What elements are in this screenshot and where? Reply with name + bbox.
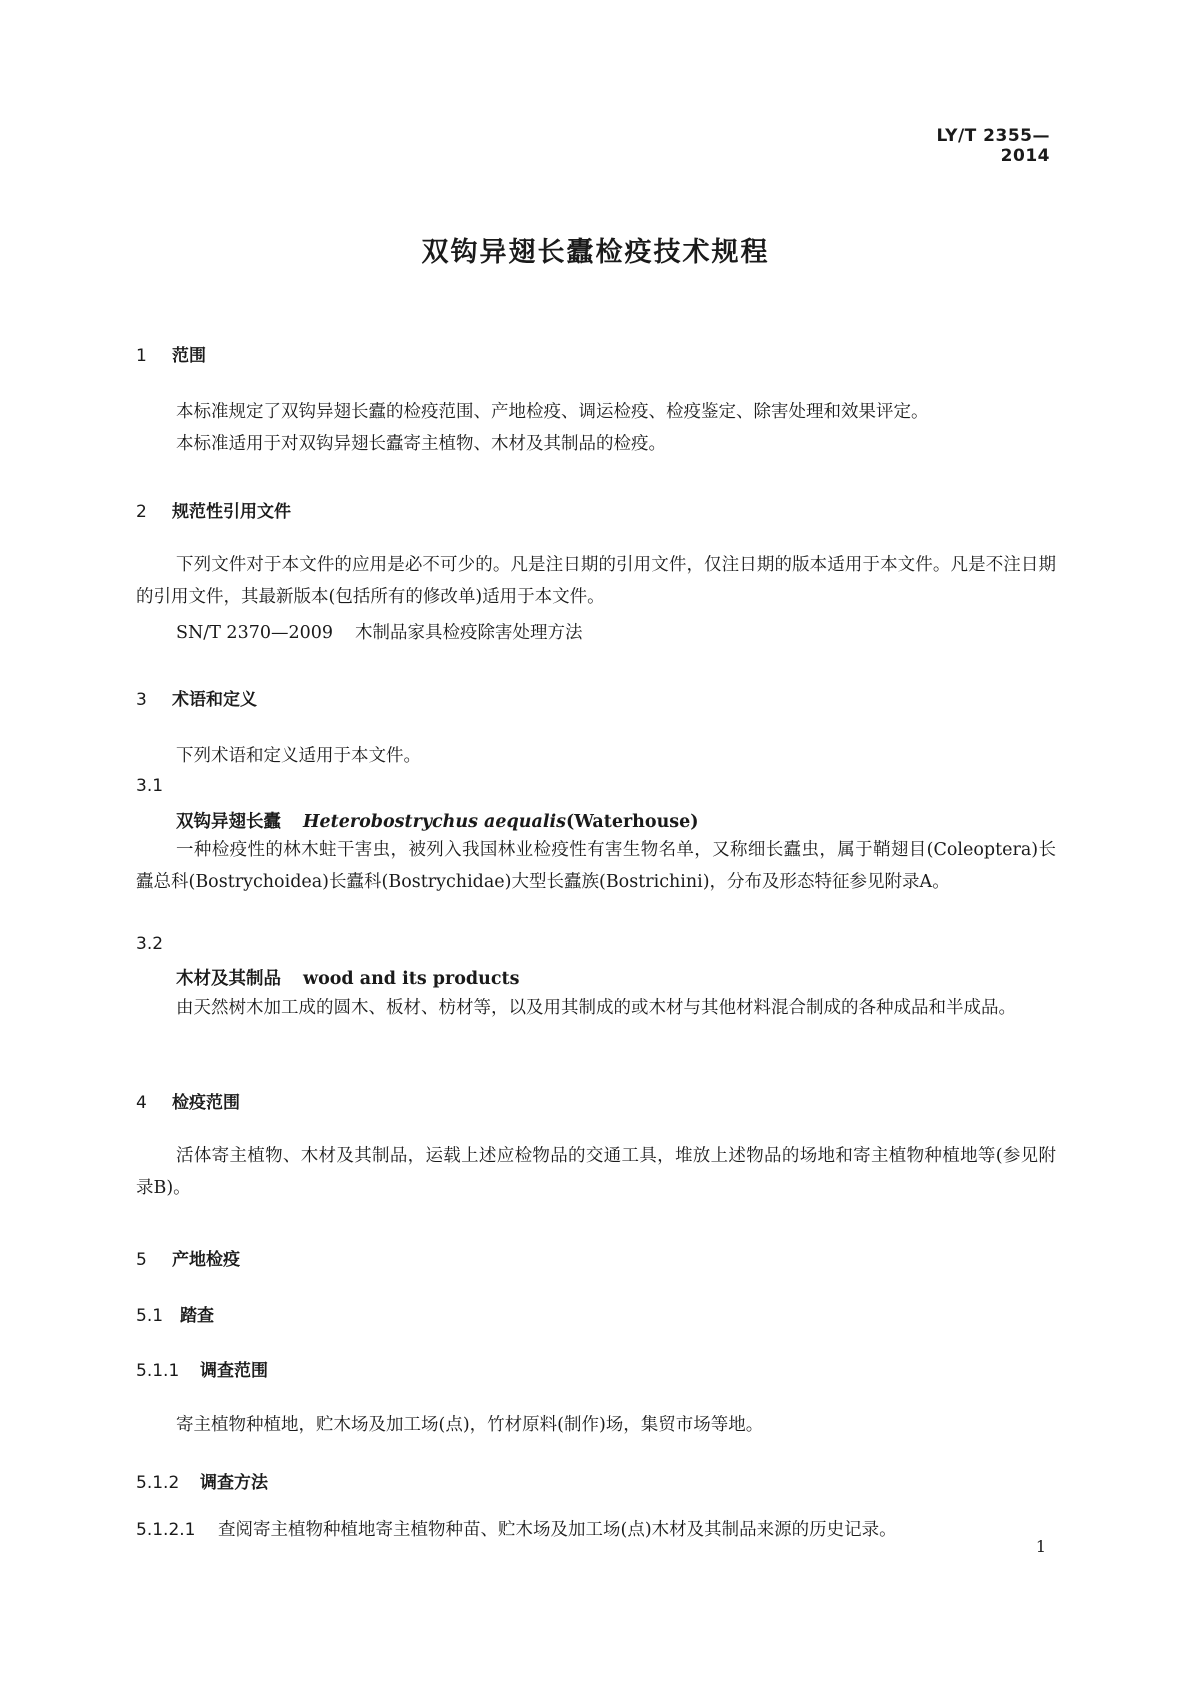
section-number: 1 bbox=[136, 346, 147, 366]
section-number: 5.1.2.1 bbox=[136, 1520, 196, 1540]
term-chinese-name: 木材及其制品 bbox=[176, 969, 281, 989]
section-1-heading bbox=[136, 341, 206, 366]
section-1-paragraph-2: 本标准适用于对双钩异翅长蠹寄主植物、木材及其制品的检疫。 bbox=[176, 434, 666, 454]
section-1-paragraph-1: 本标准规定了双钩异翅长蠹的检疫范围、产地检疫、调运检疫、检疫鉴定、除害处理和效果评定。 bbox=[176, 402, 929, 422]
section-3-paragraph-1: 下列术语和定义适用于本文件。 bbox=[176, 746, 421, 766]
term-3-1-definition: 一种检疫性的林木蛀干害虫，被列入我国林业检疫性有害生物名单，又称细长蠹虫，属于鞘翅目(Coleoptera)长蠹总科(Bostrychoidea)长蠹科(Bostrychidae)大型长蠹族(Bostrichini)，分布及形态特征参见附录A。 bbox=[136, 840, 1056, 892]
section-number: 4 bbox=[136, 1093, 147, 1113]
term-chinese-name: 双钩异翅长蠹 bbox=[176, 812, 281, 832]
section-title: 调查范围 bbox=[200, 1361, 268, 1381]
section-number: 2 bbox=[136, 502, 147, 522]
section-3-heading bbox=[136, 685, 257, 710]
section-5-heading bbox=[136, 1245, 240, 1270]
section-title: 术语和定义 bbox=[172, 690, 257, 710]
section-5-1-heading bbox=[136, 1301, 214, 1326]
term-3-2-number: 3.2 bbox=[136, 934, 164, 954]
section-number: 3 bbox=[136, 690, 147, 710]
section-title: 调查方法 bbox=[200, 1473, 268, 1493]
section-number: 5.1.2 bbox=[136, 1473, 180, 1493]
section-title: 检疫范围 bbox=[172, 1093, 240, 1113]
section-number: 5 bbox=[136, 1250, 147, 1270]
section-4-paragraph-1: 活体寄主植物、木材及其制品，运载上述应检物品的交通工具，堆放上述物品的场地和寄主植物种植地等(参见附录B)。 bbox=[136, 1146, 1056, 1198]
term-3-2 bbox=[176, 965, 520, 990]
section-title: 产地检疫 bbox=[172, 1250, 240, 1270]
reference-code: SN/T 2370—2009 bbox=[176, 623, 334, 643]
section-2-heading bbox=[136, 497, 291, 522]
section-title: 范围 bbox=[172, 346, 206, 366]
section-title: 规范性引用文件 bbox=[172, 502, 291, 522]
term-3-1-number: 3.1 bbox=[136, 776, 164, 796]
standard-code: LY/T 2355—2014 bbox=[936, 126, 1050, 166]
term-3-2-definition: 由天然树木加工成的圆木、板材、枋材等，以及用其制成的或木材与其他材料混合制成的各种成品和半成品。 bbox=[176, 998, 1016, 1018]
section-5-1-1-paragraph-1: 寄主植物种植地，贮木场及加工场(点)，竹材原料(制作)场，集贸市场等地。 bbox=[176, 1415, 764, 1435]
section-4-heading bbox=[136, 1088, 240, 1113]
section-5-1-2-1-item bbox=[136, 1516, 897, 1541]
reference-title: 木制品家具检疫除害处理方法 bbox=[355, 623, 583, 643]
section-number: 5.1 bbox=[136, 1306, 164, 1326]
page-number: 1 bbox=[1035, 1537, 1046, 1556]
section-number: 5.1.1 bbox=[136, 1361, 180, 1381]
term-scientific-name: Heterobostrychus aequalis bbox=[303, 812, 566, 832]
section-5-1-1-heading bbox=[136, 1356, 268, 1381]
item-text: 查阅寄主植物种植地寄主植物种苗、贮木场及加工场(点)木材及其制品来源的历史记录。 bbox=[218, 1520, 897, 1540]
term-3-1 bbox=[176, 808, 699, 833]
normative-reference bbox=[176, 619, 583, 644]
section-5-1-2-heading bbox=[136, 1468, 268, 1493]
term-english-name: wood and its products bbox=[303, 969, 520, 989]
document-title: 双钩异翅长蠹检疫技术规程 bbox=[421, 237, 770, 268]
section-title: 踏查 bbox=[180, 1306, 214, 1326]
section-2-paragraph-1: 下列文件对于本文件的应用是必不可少的。凡是注日期的引用文件，仅注日期的版本适用于本文件。凡是不注日期的引用文件，其最新版本(包括所有的修改单)适用于本文件。 bbox=[136, 555, 1056, 607]
term-author: (Waterhouse) bbox=[565, 812, 699, 832]
